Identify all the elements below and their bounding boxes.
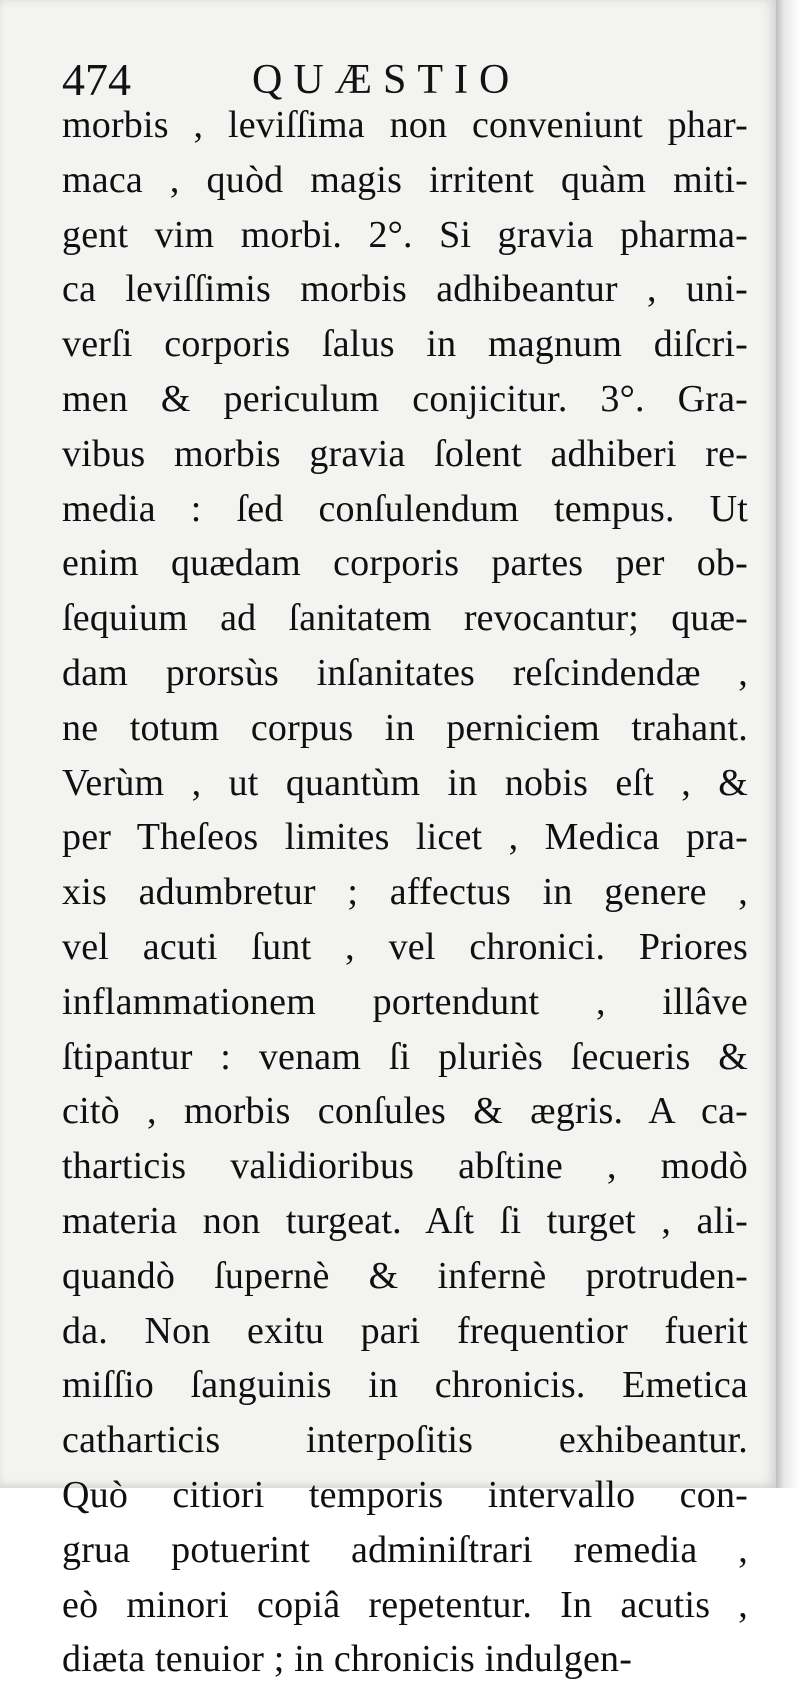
- text-line: media : ſed conſulendum tempus. Ut: [62, 487, 748, 530]
- text-line: quandò ſupernè & infernè protruden-: [62, 1254, 748, 1297]
- text-line: maca , quòd magis irritent quàm miti-: [62, 158, 748, 201]
- text-line: gent vim morbi. 2°. Si gravia pharma-: [62, 213, 748, 256]
- text-line: da. Non exitu pari frequentior fuerit: [62, 1309, 748, 1352]
- text-line: ſtipantur : venam ſi pluriès ſecueris &: [62, 1035, 748, 1078]
- page-number: 474: [62, 54, 131, 105]
- text-line: miſſio ſanguinis in chronicis. Emetica: [62, 1364, 748, 1407]
- text-line: enim quædam corporis partes per ob-: [62, 542, 748, 585]
- text-line: ne totum corpus in perniciem trahant.: [62, 706, 748, 749]
- page-edge-shadow: [776, 0, 800, 1488]
- body-text: [62, 98, 748, 1687]
- text-line: vibus morbis gravia ſolent adhiberi re-: [62, 432, 748, 475]
- text-line: Quò citiori temporis intervallo con-: [62, 1473, 748, 1516]
- text-line: verſi corporis ſalus in magnum diſcri-: [62, 323, 748, 366]
- text-line: inflammationem portendunt , illâve: [62, 980, 748, 1023]
- text-line: ca leviſſimis morbis adhibeantur , uni-: [62, 268, 748, 311]
- text-line: ſequium ad ſanitatem revocantur; quæ-: [62, 597, 748, 640]
- text-line: Verùm , ut quantùm in nobis eſt , &: [62, 761, 748, 804]
- text-line: morbis , leviſſima non conveniunt phar-: [62, 104, 748, 146]
- text-line: xis adumbretur ; affectus in genere ,: [62, 871, 748, 914]
- text-line: diæta tenuior ; in chronicis indulgen-: [62, 1638, 633, 1681]
- text-line: vel acuti ſunt , vel chronici. Priores: [62, 925, 748, 968]
- text-line: grua potuerint adminiſtrari remedia ,: [62, 1528, 748, 1571]
- text-line: tharticis validioribus abſtine , modò: [62, 1145, 748, 1188]
- running-title: QUÆSTIO: [252, 57, 521, 103]
- text-line: citò , morbis conſules & ægris. A ca-: [62, 1090, 748, 1133]
- text-line: eò minori copiâ repetentur. In acutis ,: [62, 1583, 748, 1626]
- text-line: per Theſeos limites licet , Medica pra-: [62, 816, 748, 859]
- text-line: dam prorsùs inſanitates reſcindendæ ,: [62, 651, 748, 694]
- text-line: materia non turgeat. Aſt ſi turget , ali-: [62, 1199, 748, 1242]
- text-line: men & periculum conjicitur. 3°. Gra-: [62, 377, 748, 420]
- text-line: catharticis interpoſitis exhibeantur.: [62, 1419, 748, 1462]
